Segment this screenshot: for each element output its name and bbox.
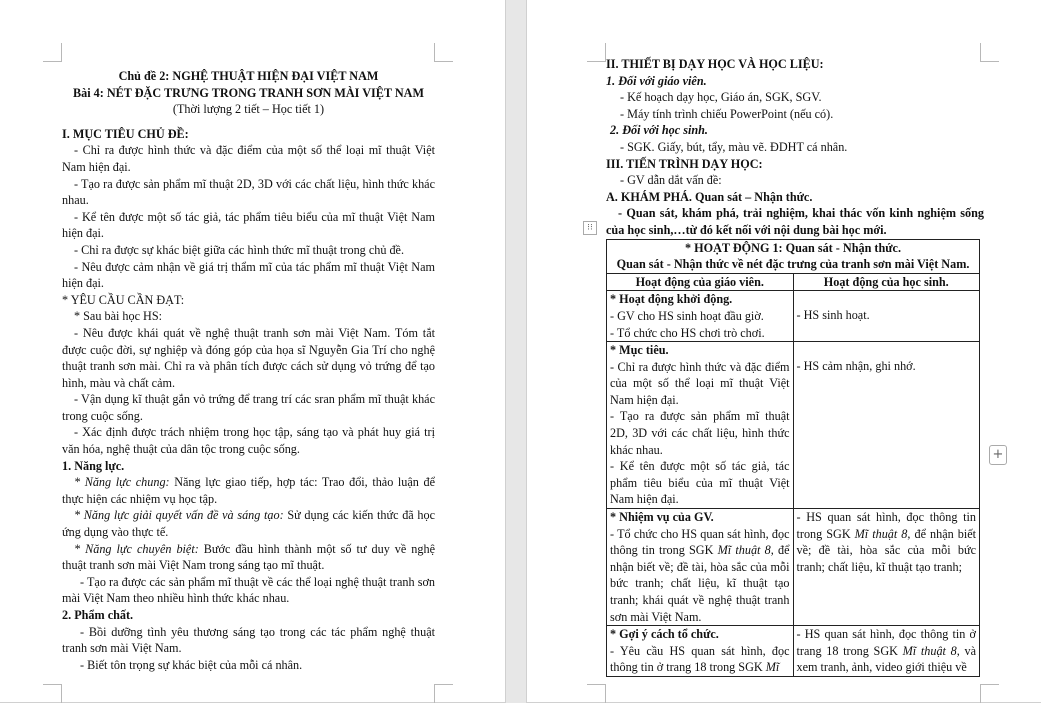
requirement-item: - Nêu được khái quát về nghệ thuật tranh sơn mài Việt Nam. Tóm tắt được cuộc đời, sự nghiệp và đóng góp của họa sĩ Nguyễn Gia Trí cho nghệ thuật tranh sơn mài. Chỉ ra và phân tích được cách sử dụng vỏ trứng để tạo hình, màu và chất cảm. xyxy=(62,325,435,390)
book-title: Mĩ thuật 8 xyxy=(717,543,771,558)
capability-item xyxy=(62,507,435,540)
table-row xyxy=(607,509,980,626)
teacher-cell xyxy=(607,291,794,342)
section-heading: III. TIẾN TRÌNH DẠY HỌC: xyxy=(606,156,763,171)
capability-label: * Năng lực giải quyết vấn đề và sáng tạo: xyxy=(74,508,284,523)
add-column-plus-icon[interactable]: + xyxy=(989,445,1007,465)
teacher-item: - Máy tính trình chiếu PowerPoint (nếu có). xyxy=(620,106,834,121)
quality-heading: 2. Phẩm chất. xyxy=(62,608,134,622)
activity-table xyxy=(606,239,980,677)
section-heading: I. MỤC TIÊU CHỦ ĐỀ: xyxy=(62,126,189,141)
column-header-student: Hoạt động của học sinh. xyxy=(793,273,980,291)
quality-item: - Biết tôn trọng sự khác biệt của mỗi cá nhân. xyxy=(80,657,303,672)
capability-text: Năng lực giao tiếp, hợp tác: Trao đổi, thảo luận để thực hiện các nhiệm vụ học tập. xyxy=(62,475,436,506)
section-a-description: - Quan sát, khám phá, trải nghiệm, khai thác vốn kinh nghiệm sống của học sinh,…từ đó kết nối với nội dung bài học mới. xyxy=(606,206,984,237)
crop-mark xyxy=(587,684,606,703)
student-cell xyxy=(793,342,980,509)
requirement-item: - Vận dụng kĩ thuật gắn vỏ trứng để trang trí các sran phẩm mĩ thuật khác trong cuộc sống. xyxy=(62,392,435,423)
row-heading: * Hoạt động khởi động. xyxy=(610,292,733,307)
teacher-heading: 1. Đối với giáo viên. xyxy=(606,73,707,88)
cell-line: - Tạo ra được sản phẩm mĩ thuật 2D, 3D với các chất liệu, hình thức khác nhau. xyxy=(610,409,790,457)
requirements-intro: * Sau bài học HS: xyxy=(74,309,163,324)
student-item: - SGK. Giấy, bút, tẩy, màu vẽ. ĐDHT cá nhân. xyxy=(620,139,848,154)
cell-text: - Tổ chức cho HS quan sát hình, đọc thông tin trong SGK xyxy=(610,526,790,558)
teacher-item: - Kế hoạch dạy học, Giáo án, SGK, SGV. xyxy=(620,90,822,105)
column-header-teacher: Hoạt động của giáo viên. xyxy=(607,273,794,291)
table-title xyxy=(607,239,980,273)
lesson-title: Bài 4: NÉT ĐẶC TRƯNG TRONG TRANH SƠN MÀI VIỆT NAM xyxy=(72,85,424,100)
capability-item xyxy=(62,474,435,507)
teacher-cell xyxy=(607,626,794,677)
student-cell xyxy=(793,626,980,677)
row-heading: * Gợi ý cách tổ chức. xyxy=(610,627,719,642)
teacher-cell xyxy=(607,509,794,626)
book-title: Mĩ xyxy=(765,660,780,675)
table-row xyxy=(607,291,980,342)
row-heading: * Nhiệm vụ của GV. xyxy=(610,510,714,525)
page1-content xyxy=(62,68,435,673)
cell-text: , và xem tranh, ảnh, video giới thiệu về xyxy=(796,643,976,675)
goal-item: - Chỉ ra được sự khác biệt giữa các hình thức mĩ thuật trong chủ đề. xyxy=(74,242,405,257)
capability-item xyxy=(62,541,435,574)
cell-line xyxy=(610,526,790,626)
capability-label: * Năng lực chung: xyxy=(74,475,170,490)
cell-text: - HS quan sát hình, đọc thông tin ở trang 18 trong SGK xyxy=(796,627,976,658)
capability-text: Bước đầu hình thành một số tư duy về nghệ thuật tranh sơn mài Việt Nam trong sáng tạo mĩ thuật. xyxy=(62,541,435,573)
student-cell xyxy=(793,509,980,626)
lesson-topic: Chủ đề 2: NGHỆ THUẬT HIỆN ĐẠI VIỆT NAM xyxy=(118,69,379,83)
capability-heading: 1. Năng lực. xyxy=(62,458,125,473)
cell-text: - Yêu cầu HS quan sát hình, đọc thông tin ở trang 18 trong SGK xyxy=(610,643,790,675)
goal-item: - Tạo ra được sản phẩm mĩ thuật 2D, 3D với các chất liệu, hình thức khác nhau. xyxy=(62,176,435,208)
table-row xyxy=(607,342,980,509)
cell-line: - GV cho HS sinh hoạt đầu giờ. xyxy=(610,308,764,323)
capability-text: Sử dụng các kiến thức đã học ứng dụng vào thực tế. xyxy=(62,508,435,540)
cell-text: - HS quan sát hình, đọc thông tin trong SGK xyxy=(796,510,976,541)
goal-item: - Nêu được cảm nhận về giá trị thẩm mĩ của tác phẩm mĩ thuật Việt Nam hiện đại. xyxy=(62,259,435,291)
crop-mark xyxy=(434,43,453,62)
requirement-item: - Xác định được trách nhiệm trong học tập, sáng tạo và phát huy giá trị văn hóa, nghệ thuật của dân tộc trong cuộc sống. xyxy=(62,425,435,457)
book-title: Mĩ thuật 8 xyxy=(854,526,908,541)
page2-content xyxy=(606,56,984,677)
crop-mark xyxy=(434,684,453,703)
cell-text: , để nhận biết về; đề tài, hòa sắc của mỗi bức tranh; chất liệu, kĩ thuật tạo tranh; xyxy=(796,526,976,574)
teacher-cell xyxy=(607,342,794,509)
cell-line: - Tổ chức cho HS chơi trò chơi. xyxy=(610,325,765,340)
goal-item: - Chỉ ra được hình thức và đặc điểm của một số thể loại mĩ thuật Việt Nam hiện đại. xyxy=(62,143,435,174)
intro-text: - GV dẫn dắt vấn đề: xyxy=(620,173,722,188)
capability-item: - Tạo ra được các sản phẩm mĩ thuật về các thể loại nghệ thuật tranh sơn mài Việt Nam theo nhiều hình thức khác nhau. xyxy=(62,574,435,606)
book-title: Mĩ thuật 8 xyxy=(902,643,957,658)
crop-mark xyxy=(43,43,62,62)
table-title-line: * HOẠT ĐỘNG 1: Quan sát - Nhận thức. xyxy=(685,240,901,255)
section-a-heading: A. KHÁM PHÁ. Quan sát – Nhận thức. xyxy=(606,189,813,204)
quality-item: - Bồi dưỡng tình yêu thương sáng tạo trong các tác phẩm nghệ thuật tranh sơn mài Việt Nam. xyxy=(62,624,435,656)
section-heading: II. THIẾT BỊ DẠY HỌC VÀ HỌC LIỆU: xyxy=(606,57,824,71)
cell-line: - HS sinh hoạt. xyxy=(796,308,870,323)
table-move-handle-icon[interactable]: ⁝⁝ xyxy=(583,221,597,235)
cell-line xyxy=(610,643,790,676)
cell-line: - HS cảm nhận, ghi nhớ. xyxy=(796,359,916,374)
table-subtitle: Quan sát - Nhận thức về nét đặc trưng của tranh sơn mài Việt Nam. xyxy=(616,257,970,272)
crop-mark xyxy=(980,684,999,703)
cell-line: - Kể tên được một số tác giả, tác phẩm tiêu biểu của mĩ thuật Việt Nam hiện đại. xyxy=(610,459,790,507)
student-cell xyxy=(793,291,980,342)
table-row xyxy=(607,626,980,677)
cell-line: - Chỉ ra được hình thức và đặc điểm của một số thể loại mĩ thuật Việt Nam hiện đại. xyxy=(610,359,790,407)
crop-mark xyxy=(587,43,606,62)
row-heading: * Mục tiêu. xyxy=(610,343,669,358)
crop-mark xyxy=(43,684,62,703)
capability-label: * Năng lực chuyên biệt: xyxy=(74,541,199,556)
requirements-heading: * YÊU CẦU CẦN ĐẠT: xyxy=(62,292,185,307)
cell-text: , để nhận biết về; đề tài, hòa sắc của mỗi bức tranh; chất liệu, kĩ thuật tạo tranh; khái quát về nghệ thuật tranh sơn mài Việt Nam. xyxy=(610,543,790,624)
lesson-duration: (Thời lượng 2 tiết – Học tiết 1) xyxy=(172,102,325,117)
student-heading: 2. Đối với học sinh. xyxy=(610,123,708,138)
goal-item: - Kể tên được một số tác giả, tác phẩm tiêu biểu của mĩ thuật Việt Nam hiện đại. xyxy=(62,209,435,241)
